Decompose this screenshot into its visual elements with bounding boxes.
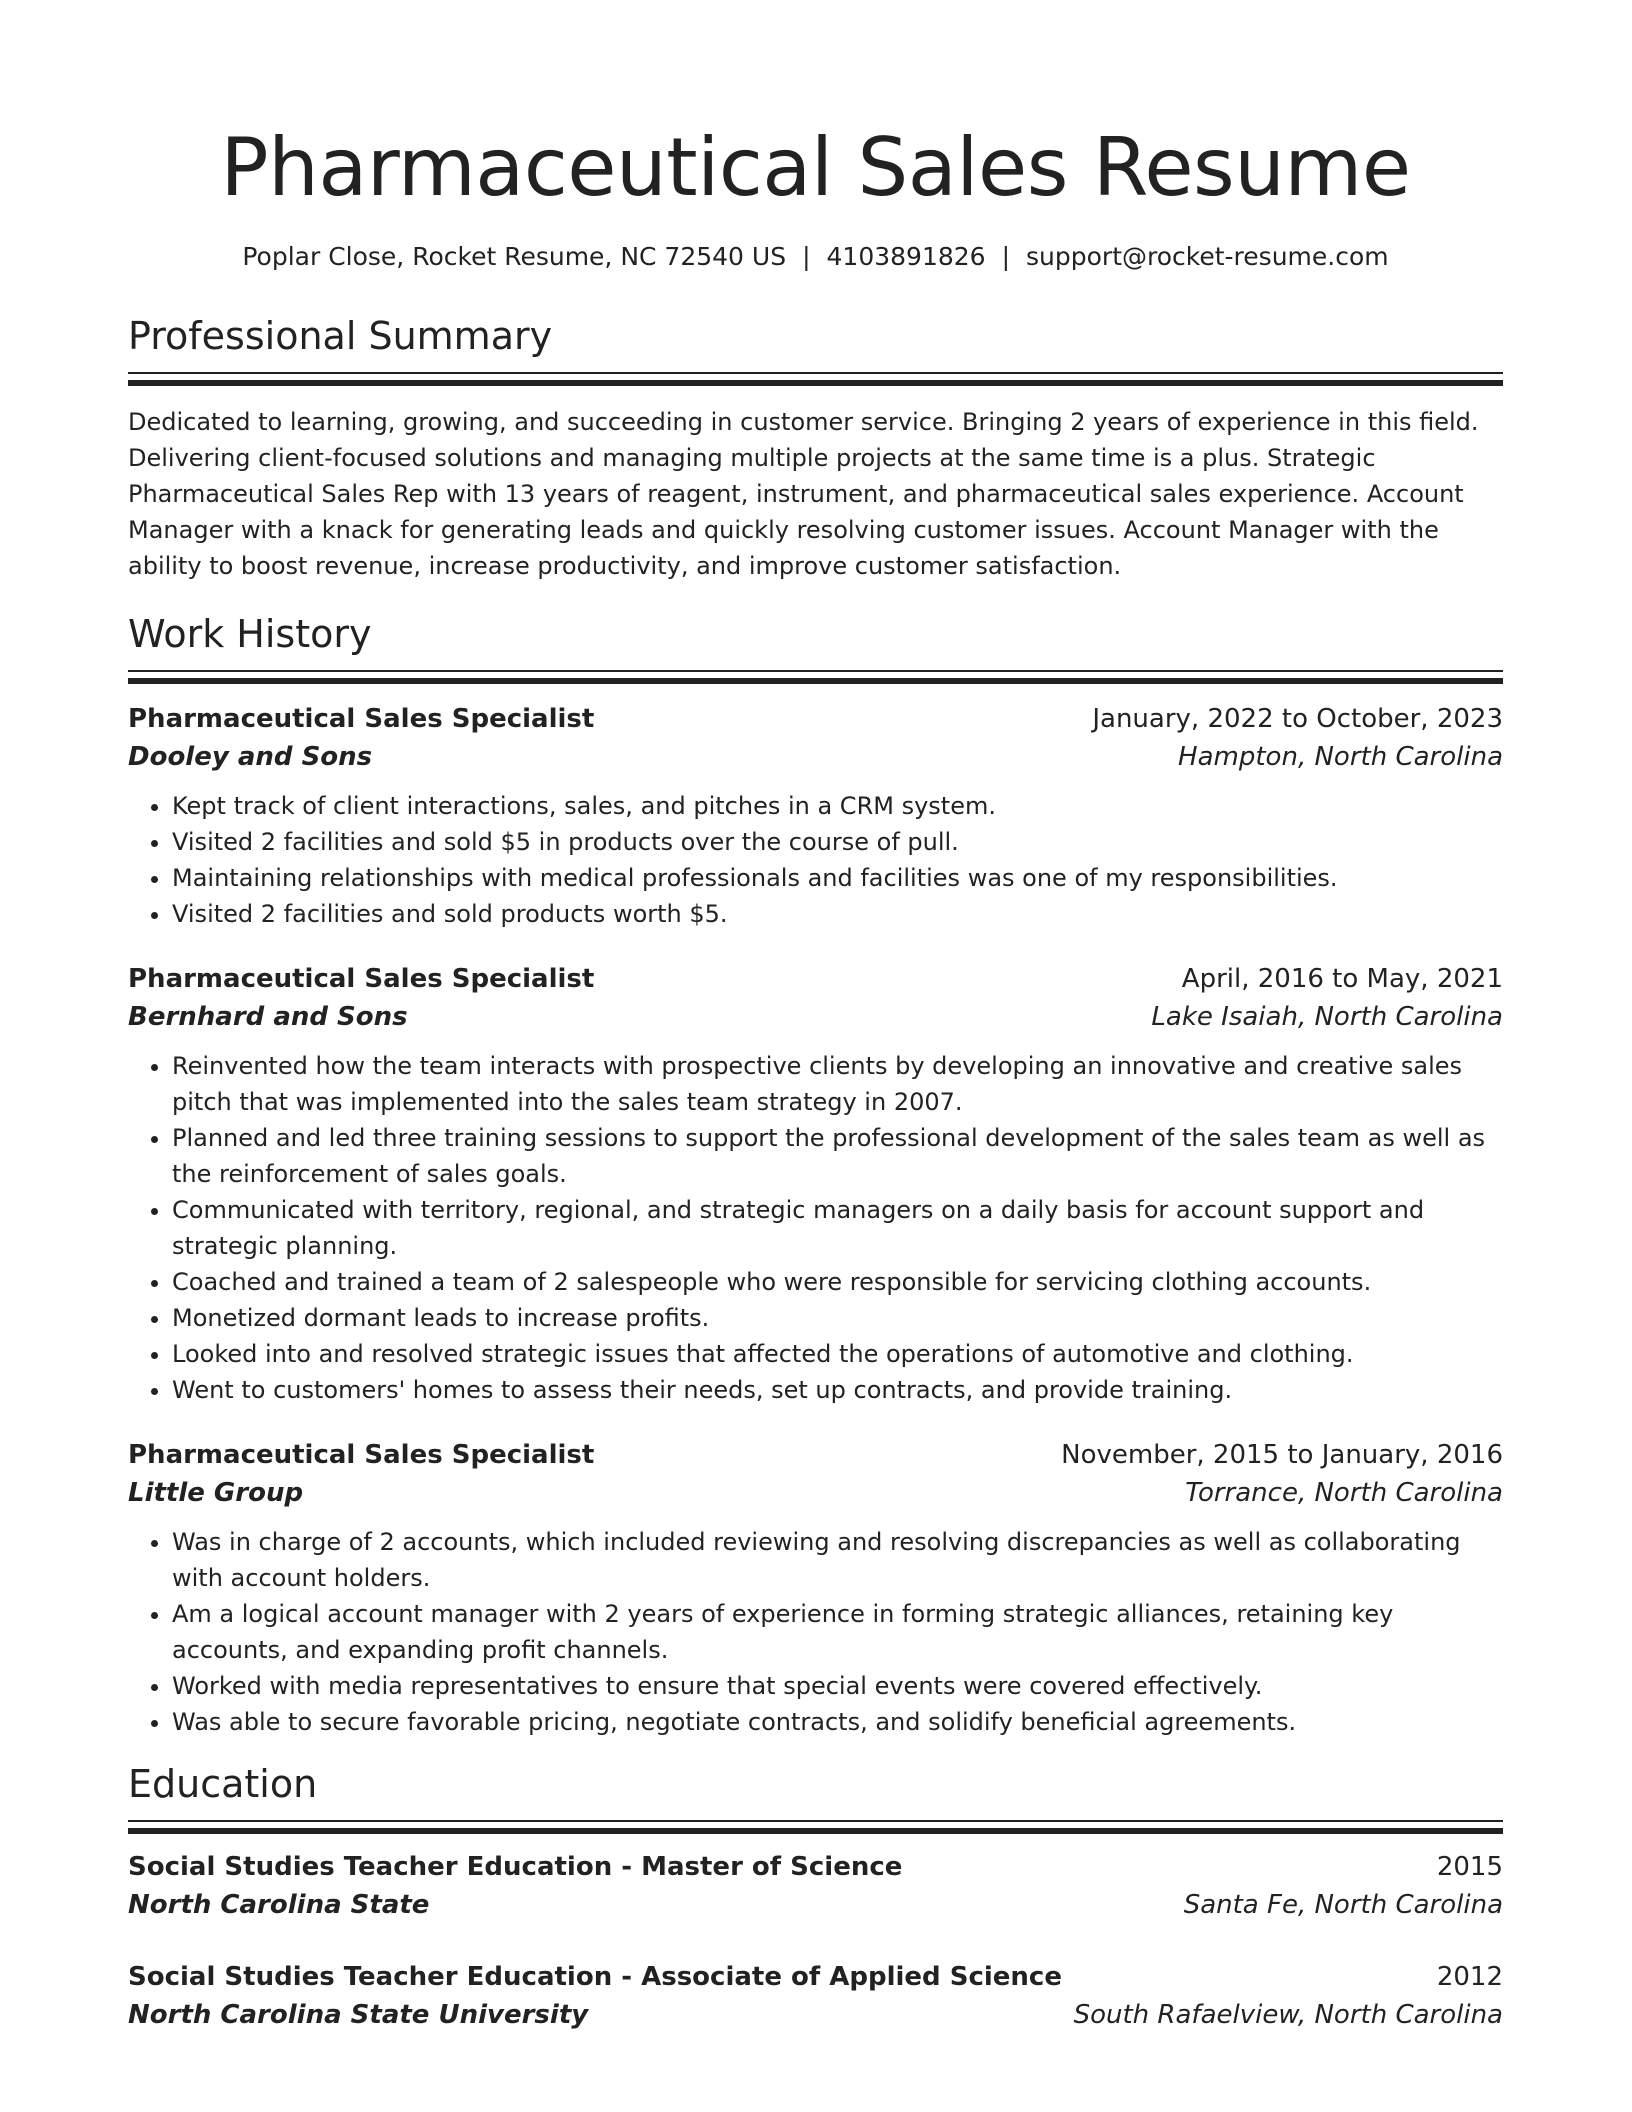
contact-separator: | (1001, 242, 1011, 271)
job-bullet: • Visited 2 facilities and sold products worth $5. (172, 896, 1503, 932)
job-bullet: • Looked into and resolved strategic issues that affected the operations of automotive and clothing. (172, 1336, 1503, 1372)
education-year: 2015 (1436, 1852, 1503, 1882)
education-school-row (128, 1996, 1503, 2034)
job-title: Pharmaceutical Sales Specialist (128, 704, 595, 734)
education-degree: Social Studies Teacher Education - Master of Science (128, 1852, 903, 1882)
contact-address: Poplar Close, Rocket Resume, NC 72540 US (242, 242, 787, 271)
job-bullet: • Was able to secure favorable pricing, negotiate contracts, and solidify beneficial agreements. (172, 1704, 1503, 1740)
job-company-row (128, 998, 1503, 1036)
section-divider (128, 1820, 1503, 1834)
job-bullet: • Am a logical account manager with 2 years of experience in forming strategic alliances, retaining key accounts, and expanding profit channels. (172, 1596, 1503, 1668)
education-location: Santa Fe, North Carolina (1183, 1890, 1503, 1920)
job-entry (128, 700, 1503, 932)
job-company-row (128, 738, 1503, 776)
job-bullet: • Worked with media representatives to ensure that special events were covered effectively. (172, 1668, 1503, 1704)
education-degree: Social Studies Teacher Education - Associate of Applied Science (128, 1962, 1062, 1992)
job-bullet: • Maintaining relationships with medical professionals and facilities was one of my responsibilities. (172, 860, 1503, 896)
resume-name: Pharmaceutical Sales Resume (220, 121, 1411, 214)
education-school: North Carolina State (128, 1890, 430, 1920)
section-title-work-history: Work History (128, 612, 372, 656)
education-entry (128, 1848, 1503, 1924)
job-company: Bernhard and Sons (128, 1002, 408, 1032)
job-dates: January, 2022 to October, 2023 (1092, 704, 1503, 734)
job-header-row (128, 960, 1503, 998)
job-header-row (128, 700, 1503, 738)
education-school: North Carolina State University (128, 2000, 589, 2030)
contact-email: support@rocket-resume.com (1026, 242, 1389, 271)
education-header-row (128, 1848, 1503, 1886)
job-location: Lake Isaiah, North Carolina (1151, 1002, 1503, 1032)
job-header-row (128, 1436, 1503, 1474)
job-title: Pharmaceutical Sales Specialist (128, 1440, 595, 1470)
job-dates: April, 2016 to May, 2021 (1181, 964, 1503, 994)
education-school-row (128, 1886, 1503, 1924)
job-company: Little Group (128, 1478, 304, 1508)
education-location: South Rafaelview, North Carolina (1073, 2000, 1503, 2030)
job-dates: November, 2015 to January, 2016 (1061, 1440, 1503, 1470)
job-bullet: • Reinvented how the team interacts with prospective clients by developing an innovative and creative sales pitch that was implemented into the sales team strategy in 2007. (172, 1048, 1503, 1120)
contact-separator: | (802, 242, 811, 271)
contact-line (128, 240, 1503, 274)
resume-page (128, 0, 1503, 2034)
job-bullet: • Went to customers' homes to assess their needs, set up contracts, and provide training. (172, 1372, 1503, 1408)
job-location: Torrance, North Carolina (1185, 1478, 1503, 1508)
summary-text: Dedicated to learning, growing, and succeeding in customer service. Bringing 2 years of experience in this field. Delivering client-focused solutions and managing multiple projects at the same time is a plus. Strategic Pharmaceutical Sales Rep with 13 years of reagent, instrument, and pharmaceutical sales experience. Account Manager with a knack for generating leads and quickly resolving customer issues. Account Manager with the ability to boost revenue, increase productivity, and improve customer satisfaction. (128, 408, 1479, 580)
contact-phone: 4103891826 (826, 242, 986, 271)
education-entry (128, 1958, 1503, 2034)
job-entry (128, 960, 1503, 1408)
job-bullet: • Communicated with territory, regional, and strategic managers on a daily basis for account support and strategic planning. (172, 1192, 1503, 1264)
section-title-education: Education (128, 1762, 318, 1806)
job-bullet: • Visited 2 facilities and sold $5 in products over the course of pull. (172, 824, 1503, 860)
job-bullets (128, 788, 1503, 932)
job-company: Dooley and Sons (128, 742, 373, 772)
section-divider (128, 372, 1503, 386)
education-year: 2012 (1436, 1962, 1503, 1992)
job-bullets (128, 1524, 1503, 1740)
section-title-summary: Professional Summary (128, 314, 553, 358)
job-location: Hampton, North Carolina (1178, 742, 1503, 772)
job-bullet: • Was in charge of 2 accounts, which included reviewing and resolving discrepancies as well as collaborating with account holders. (172, 1524, 1503, 1596)
education-header-row (128, 1958, 1503, 1996)
section-divider (128, 670, 1503, 684)
job-bullet: • Kept track of client interactions, sales, and pitches in a CRM system. (172, 788, 1503, 824)
job-bullet: • Coached and trained a team of 2 salespeople who were responsible for servicing clothing accounts. (172, 1264, 1503, 1300)
job-bullet: • Monetized dormant leads to increase profits. (172, 1300, 1503, 1336)
job-title: Pharmaceutical Sales Specialist (128, 964, 595, 994)
job-entry (128, 1436, 1503, 1740)
job-company-row (128, 1474, 1503, 1512)
job-bullets (128, 1048, 1503, 1408)
job-bullet: • Planned and led three training sessions to support the professional development of the sales team as well as the reinforcement of sales goals. (172, 1120, 1503, 1192)
